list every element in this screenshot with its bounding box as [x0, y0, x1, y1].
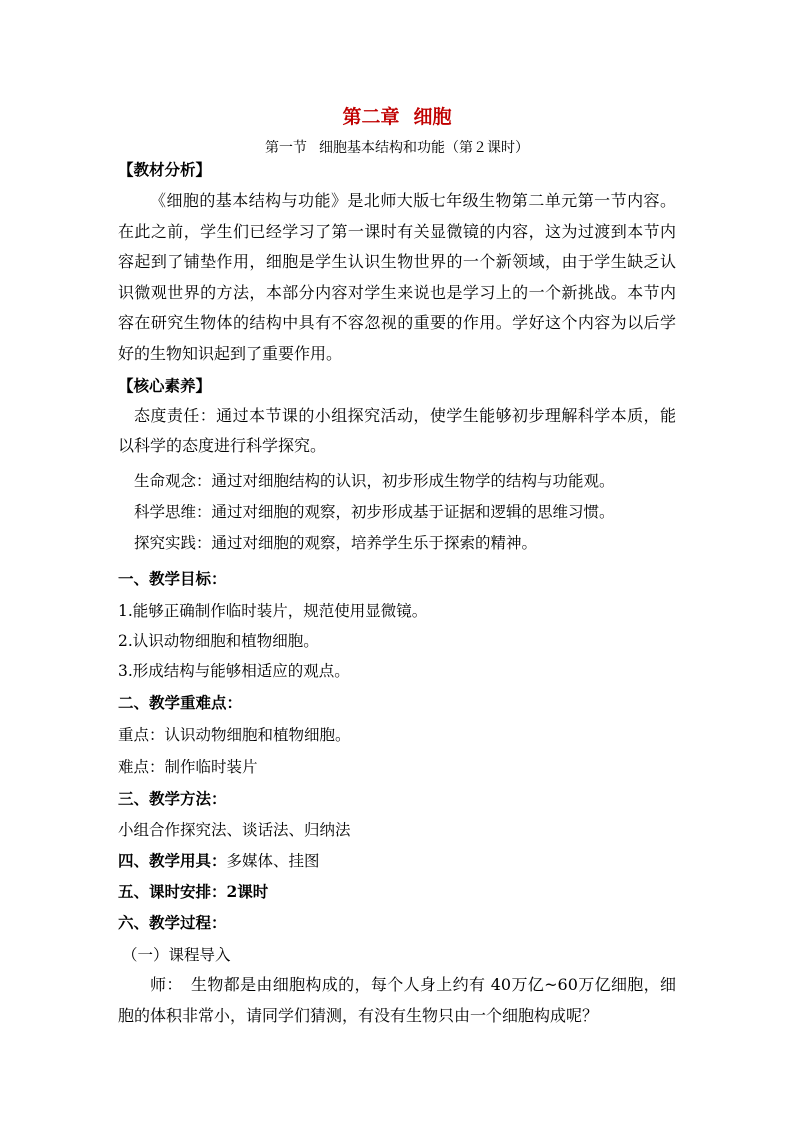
objectives-heading: 一、教学目标：: [118, 569, 227, 588]
teacher-dialogue: 师： 生物都是由细胞构成的，每个人身上约有 40万亿~60万亿细胞，细胞的体积非常小，请同学们猜测，有没有生物只由一个细胞构成呢？: [118, 975, 676, 1025]
difficulty-text: 难点：制作临时装片: [118, 758, 258, 776]
objective-item-3: 3.形成结构与能够相适应的观点。: [118, 662, 350, 680]
core-literacy-attitude: 态度责任：通过本节课的小组探究活动，使学生能够初步理解科学本质，能以科学的态度进行科学探究。: [118, 406, 676, 455]
textbook-analysis-heading: 【教材分析】: [118, 160, 212, 179]
key-point-text: 重点：认识动物细胞和植物细胞。: [118, 726, 351, 744]
textbook-analysis-body: 《细胞的基本结构与功能》是北师大版七年级生物第二单元第一节内容。在此之前，学生们已经学习了第一课时有关显微镜的内容，这为过渡到本节内容起到了铺垫作用，细胞是学生认识生物世界的一个新领域，由于学生缺乏认识微观世界的方法，本部分内容对学生来说也是学习上的一个新挑战。本节内容在研究生物体的结构中具有不容忽视的重要的作用。学好这个内容为以后学好的生物知识起到了重要作用。: [118, 191, 676, 363]
section-label: 第一节: [265, 140, 307, 156]
core-literacy-thinking: 科学思维：通过对细胞的观察，初步形成基于证据和逻辑的思维习惯。: [134, 503, 615, 521]
schedule-heading: 五、课时安排：: [118, 882, 227, 901]
tools-heading: 四、教学用具：: [118, 851, 227, 870]
process-sub-intro: （一）课程导入: [122, 946, 231, 964]
key-points-heading: 二、教学重难点：: [118, 693, 243, 712]
section-name: 细胞基本结构和功能（第２课时）: [319, 140, 529, 156]
process-heading: 六、教学过程：: [118, 913, 227, 932]
core-literacy-practice: 探究实践：通过对细胞的观察，培养学生乐于探索的精神。: [134, 534, 538, 552]
core-literacy-heading: 【核心素养】: [118, 376, 212, 395]
section-title: [118, 138, 676, 158]
chapter-title: [118, 104, 676, 130]
objective-item-2: 2.认识动物细胞和植物细胞。: [118, 632, 319, 650]
tools-text: 多媒体、挂图: [226, 852, 320, 870]
chapter-name: 细胞: [413, 106, 452, 128]
schedule-line: [118, 882, 676, 902]
schedule-text: 2课时: [226, 882, 269, 901]
methods-heading: 三、教学方法：: [118, 789, 227, 808]
tools-line: [118, 851, 676, 871]
chapter-label: 第二章: [342, 106, 400, 128]
core-literacy-life: 生命观念：通过对细胞结构的认识，初步形成生物学的结构与功能观。: [134, 472, 615, 490]
methods-text: 小组合作探究法、谈话法、归纳法: [118, 821, 351, 839]
objective-item-1: 1.能够正确制作临时装片，规范使用显微镜。: [118, 602, 428, 620]
